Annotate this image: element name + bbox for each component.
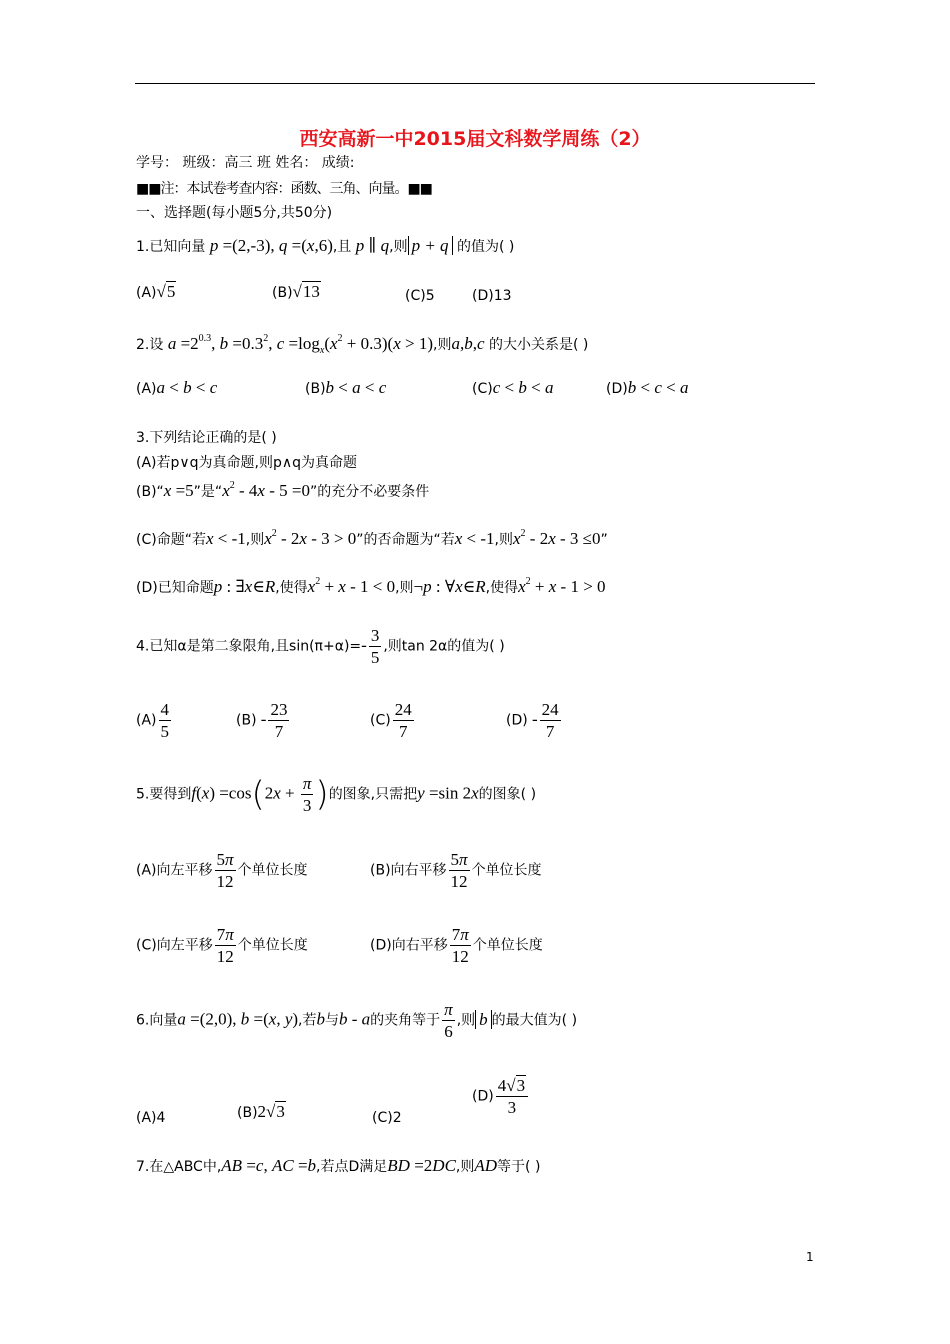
- section-heading: 一、选择题(每小题5分,共50分): [136, 205, 333, 221]
- page-number: 1: [806, 1250, 814, 1264]
- question-5: 5.要得到f(x) =cos(2x + $\frac{\pi}{3}$ )的图象,只需把y =sin 2x的图象( ): [136, 774, 537, 815]
- q1-option-c: (C)5: [405, 288, 435, 304]
- q5-option-a: (A)向左平移 $\frac{5\pi}{12}$ 个单位长度: [136, 850, 308, 891]
- question-6: 6.向量a =(2,0), b =(x, y),若b与b - a的夹角等于 $\frac{\pi}{6}$ ,则 b 的最大值为( ): [136, 1000, 578, 1041]
- q2-option-d: (D)b < c < a: [606, 378, 689, 397]
- q2-option-c: (C)c < b < a: [472, 378, 554, 397]
- q1-option-d: (D)13: [472, 288, 512, 304]
- q4-option-c: (C) $\frac{24}{7}$: [370, 700, 412, 741]
- page-title: 西安高新一中2015届文科数学周练（2）: [299, 128, 651, 150]
- exam-note: ■■注：本试卷考查内容：函数、三角、向量。■■: [136, 181, 432, 197]
- q6-option-b: (B)2√3: [237, 1102, 285, 1121]
- q2-option-b: (B)b < a < c: [305, 378, 387, 397]
- question-2: 2.设 $a =2^{0.3}$, $b =0.3^2$, $c =\log_x(x^2 + 0.3)(x > 1)$,则a,b,c 的大小关系是( ): [136, 333, 589, 356]
- question-4: 4.已知α是第二象限角,且sin(π+α)=- $\frac{3}{5}$ ,则tan 2α的值为( ): [136, 626, 505, 667]
- q3-option-b: (B)“x =5”是“$x^2 - 4x - 5 =0$”的充分不必要条件: [136, 480, 430, 500]
- q3-option-a: (A)若p∨q为真命题,则p∧q为真命题: [136, 455, 357, 471]
- q1-option-b: (B)√13: [272, 282, 320, 301]
- q4-option-b: (B) - $\frac{23}{7}$: [236, 700, 288, 741]
- q4-option-d: (D) - $\frac{24}{7}$: [506, 700, 559, 741]
- q2-option-a: (A)a < b < c: [136, 378, 218, 397]
- q6-option-d: (D) $\frac{4√3}{3}$: [472, 1076, 530, 1117]
- q4-option-a: (A) $\frac{4}{5}$: [136, 700, 170, 741]
- q3-option-d: (D)已知命题p : ∃x∈R,使得$x^2 + x - 1 < 0$,则¬p : ∀x∈R,使得$x^2 + x - 1 > 0$: [136, 576, 606, 596]
- q5-option-d: (D)向右平移 $\frac{7\pi}{12}$ 个单位长度: [370, 925, 543, 966]
- question-7: 7.在△ABC中,AB =c, AC =b,若点D满足BD =2DC,则AD等于( ): [136, 1156, 541, 1175]
- question-1: 1.已知向量 p =(2,-3), q =(x,6),且 p ∥ q,则 p + q 的值为( ): [136, 236, 515, 255]
- q6-option-a: (A)4: [136, 1110, 166, 1126]
- header-rule: [135, 83, 815, 84]
- q5-option-c: (C)向左平移 $\frac{7\pi}{12}$ 个单位长度: [136, 925, 308, 966]
- q6-option-c: (C)2: [372, 1110, 402, 1126]
- question-3: 3.下列结论正确的是( ): [136, 430, 277, 446]
- q3-option-c: (C)命题“若x < -1,则$x^2 - 2x - 3 > 0$”的否命题为“若x < -1,则$x^2 - 2x - 3 \le 0$”: [136, 528, 608, 548]
- student-info-line: 学号： 班级：高三 班 姓名： 成绩:: [136, 155, 355, 171]
- q1-option-a: (A)√5: [136, 282, 176, 301]
- q5-option-b: (B)向右平移 $\frac{5\pi}{12}$ 个单位长度: [370, 850, 542, 891]
